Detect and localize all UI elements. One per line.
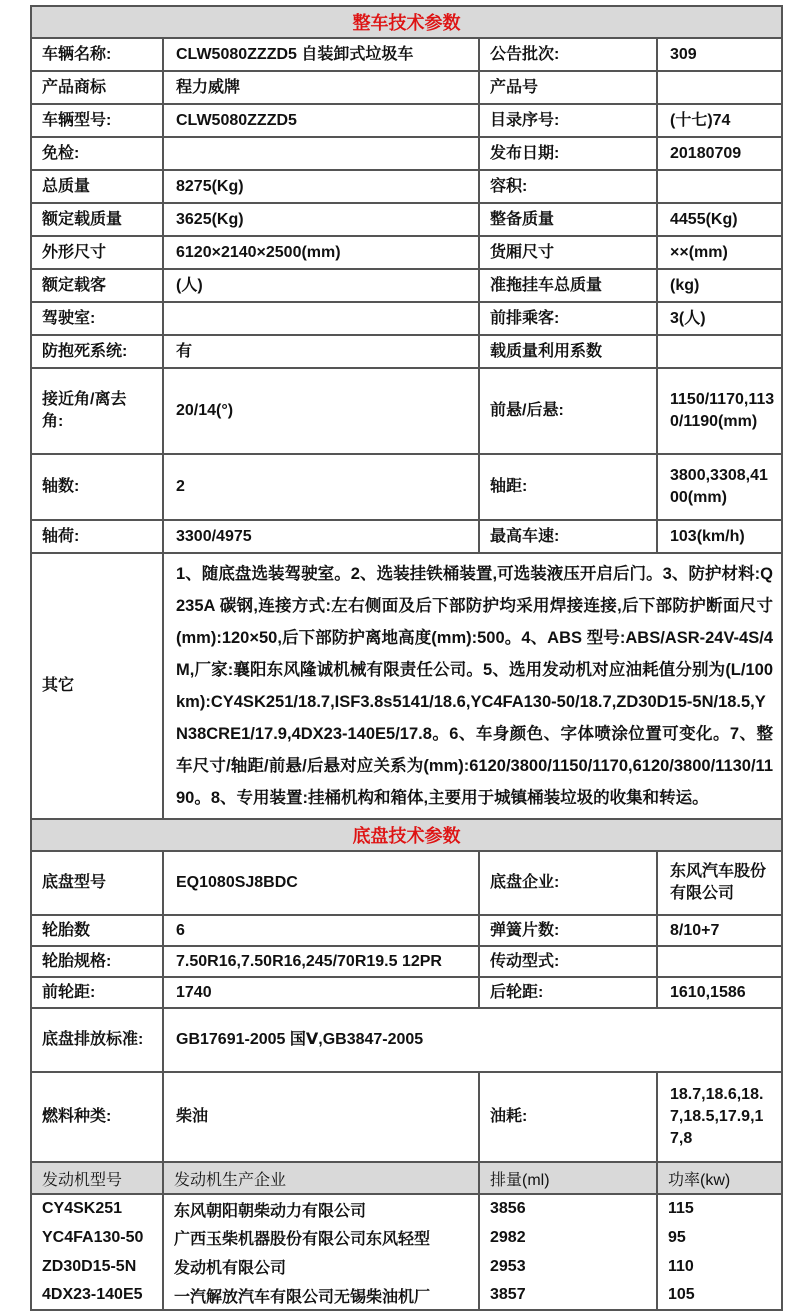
other-notes-text: 1、随底盘选装驾驶室。2、选装挂铁桶装置,可选装液压开启后门。3、防护材料:Q235A 碳钢,连接方式:左右侧面及后下部防护均采用焊接连接,后下部防护断面尺寸(mm):120×50,后下部防护离地高度(mm):500。4、ABS 型号:ABS/ASR-24V-4S/4M,厂家:襄阳东风隆诚机械有限责任公司。5、选用发动机对应油耗值分别为(L/100km):CY4SK251/18.7,ISF3.8s5141/18.6,YC4FA130-50/18.7,ZD30D15-5N/18.5,YN38CRE1/17.9,4DX23-140E5/17.8。6、车身颜色、字体喷涂位置可变化。7、整车尺寸/轴距/前悬/后悬对应关系为(mm):6120/3800/1150/1170,6120/3800/1130/1190。8、专用装置:挂桶机构和箱体,主要用于城镇桶装垃圾的收集和转运。 [163, 553, 782, 819]
param-value: EQ1080SJ8BDC [163, 851, 479, 915]
param-value: 3300/4975 [163, 520, 479, 553]
param-label: 产品商标 [31, 71, 163, 104]
param-value: CLW5080ZZZD5 [163, 104, 479, 137]
param-label: 前轮距: [31, 977, 163, 1008]
table-row [31, 915, 782, 946]
engine-power: 105 [657, 1281, 782, 1310]
engine-model: CY4SK251 [31, 1194, 163, 1223]
param-value: CLW5080ZZZD5 自装卸式垃圾车 [163, 38, 479, 71]
table-row [31, 137, 782, 170]
param-label: 车辆名称: [31, 38, 163, 71]
param-label: 车辆型号: [31, 104, 163, 137]
param-value: 6 [163, 915, 479, 946]
param-value: 1610,1586 [657, 977, 782, 1008]
param-value [657, 335, 782, 368]
section-header-chassis [31, 819, 782, 851]
engine-col-header-maker: 发动机生产企业 [163, 1162, 479, 1194]
section-title-chassis: 底盘技术参数 [31, 819, 782, 851]
section-title-vehicle: 整车技术参数 [31, 6, 782, 38]
param-label: 前悬/后悬: [479, 368, 657, 454]
param-label: 底盘型号 [31, 851, 163, 915]
param-label: 公告批次: [479, 38, 657, 71]
emission-row [31, 1008, 782, 1072]
engine-displacement: 3856 [479, 1194, 657, 1223]
param-value: (kg) [657, 269, 782, 302]
param-label: 产品号 [479, 71, 657, 104]
param-label: 后轮距: [479, 977, 657, 1008]
table-row [31, 368, 782, 454]
param-value: 18.7,18.6,18.7,18.5,17.9,17,8 [657, 1072, 782, 1162]
param-value: 3800,3308,4100(mm) [657, 454, 782, 520]
table-row [31, 454, 782, 520]
engine-maker: 发动机有限公司 [163, 1252, 479, 1281]
param-value [163, 137, 479, 170]
param-label: 最高车速: [479, 520, 657, 553]
param-label: 弹簧片数: [479, 915, 657, 946]
table-row [31, 203, 782, 236]
param-label: 外形尺寸 [31, 236, 163, 269]
engine-model: YC4FA130-50 [31, 1223, 163, 1252]
engine-displacement: 3857 [479, 1281, 657, 1310]
table-row [31, 71, 782, 104]
param-value: 8/10+7 [657, 915, 782, 946]
param-value: 柴油 [163, 1072, 479, 1162]
param-value: (十七)74 [657, 104, 782, 137]
table-row [31, 851, 782, 915]
param-label: 货厢尺寸 [479, 236, 657, 269]
engine-row [31, 1194, 782, 1223]
table-row [31, 335, 782, 368]
table-row [31, 302, 782, 335]
table-row [31, 104, 782, 137]
param-label: 轴荷: [31, 520, 163, 553]
param-value: (人) [163, 269, 479, 302]
param-value: 3625(Kg) [163, 203, 479, 236]
engine-maker: 东风朝阳朝柴动力有限公司 [163, 1194, 479, 1223]
param-label: 油耗: [479, 1072, 657, 1162]
param-value: 1740 [163, 977, 479, 1008]
param-value: 309 [657, 38, 782, 71]
param-label: 发布日期: [479, 137, 657, 170]
param-value: 103(km/h) [657, 520, 782, 553]
param-label: 载质量利用系数 [479, 335, 657, 368]
param-label-emission: 底盘排放标准: [31, 1008, 163, 1072]
engine-row [31, 1252, 782, 1281]
param-label: 轮胎规格: [31, 946, 163, 977]
engine-row [31, 1223, 782, 1252]
param-label: 驾驶室: [31, 302, 163, 335]
param-value [657, 946, 782, 977]
param-value: 7.50R16,7.50R16,245/70R19.5 12PR [163, 946, 479, 977]
param-label: 传动型式: [479, 946, 657, 977]
table-row [31, 946, 782, 977]
param-label: 额定载质量 [31, 203, 163, 236]
table-row [31, 520, 782, 553]
param-label: 防抱死系统: [31, 335, 163, 368]
engine-displacement: 2953 [479, 1252, 657, 1281]
param-value: 1150/1170,1130/1190(mm) [657, 368, 782, 454]
engine-col-header-model: 发动机型号 [31, 1162, 163, 1194]
param-label-other: 其它 [31, 553, 163, 819]
param-value: 程力威牌 [163, 71, 479, 104]
param-value: 2 [163, 454, 479, 520]
table-row [31, 977, 782, 1008]
param-value [657, 170, 782, 203]
engine-power: 95 [657, 1223, 782, 1252]
param-label: 轴距: [479, 454, 657, 520]
table-row [31, 38, 782, 71]
fuel-row [31, 1072, 782, 1162]
param-label: 目录序号: [479, 104, 657, 137]
param-label: 准拖挂车总质量 [479, 269, 657, 302]
param-value: 6120×2140×2500(mm) [163, 236, 479, 269]
param-label: 接近角/离去角: [31, 368, 163, 454]
table-row [31, 269, 782, 302]
engine-model: ZD30D15-5N [31, 1252, 163, 1281]
param-value: ××(mm) [657, 236, 782, 269]
engine-maker: 广西玉柴机器股份有限公司东风轻型 [163, 1223, 479, 1252]
param-label: 轮胎数 [31, 915, 163, 946]
param-value: 东风汽车股份有限公司 [657, 851, 782, 915]
param-label: 轴数: [31, 454, 163, 520]
param-label: 底盘企业: [479, 851, 657, 915]
param-value: 20180709 [657, 137, 782, 170]
table-row [31, 170, 782, 203]
param-label: 免检: [31, 137, 163, 170]
param-value: 有 [163, 335, 479, 368]
param-label: 容积: [479, 170, 657, 203]
param-value [657, 71, 782, 104]
param-label: 燃料种类: [31, 1072, 163, 1162]
vehicle-spec-table [30, 5, 783, 1311]
param-value: 3(人) [657, 302, 782, 335]
other-notes-row [31, 553, 782, 819]
engine-model: 4DX23-140E5 [31, 1281, 163, 1310]
engine-maker: 一汽解放汽车有限公司无锡柴油机厂 [163, 1281, 479, 1310]
param-value: 20/14(°) [163, 368, 479, 454]
param-label: 整备质量 [479, 203, 657, 236]
param-label: 总质量 [31, 170, 163, 203]
param-value [163, 302, 479, 335]
engine-power: 110 [657, 1252, 782, 1281]
param-label: 额定载客 [31, 269, 163, 302]
engine-power: 115 [657, 1194, 782, 1223]
engine-row [31, 1281, 782, 1310]
engine-col-header-power: 功率(kw) [657, 1162, 782, 1194]
param-label: 前排乘客: [479, 302, 657, 335]
param-value: 4455(Kg) [657, 203, 782, 236]
param-value-emission: GB17691-2005 国Ⅴ,GB3847-2005 [163, 1008, 782, 1072]
section-header-vehicle [31, 6, 782, 38]
engine-header-row [31, 1162, 782, 1194]
engine-displacement: 2982 [479, 1223, 657, 1252]
engine-col-header-displacement: 排量(ml) [479, 1162, 657, 1194]
param-value: 8275(Kg) [163, 170, 479, 203]
table-row [31, 236, 782, 269]
